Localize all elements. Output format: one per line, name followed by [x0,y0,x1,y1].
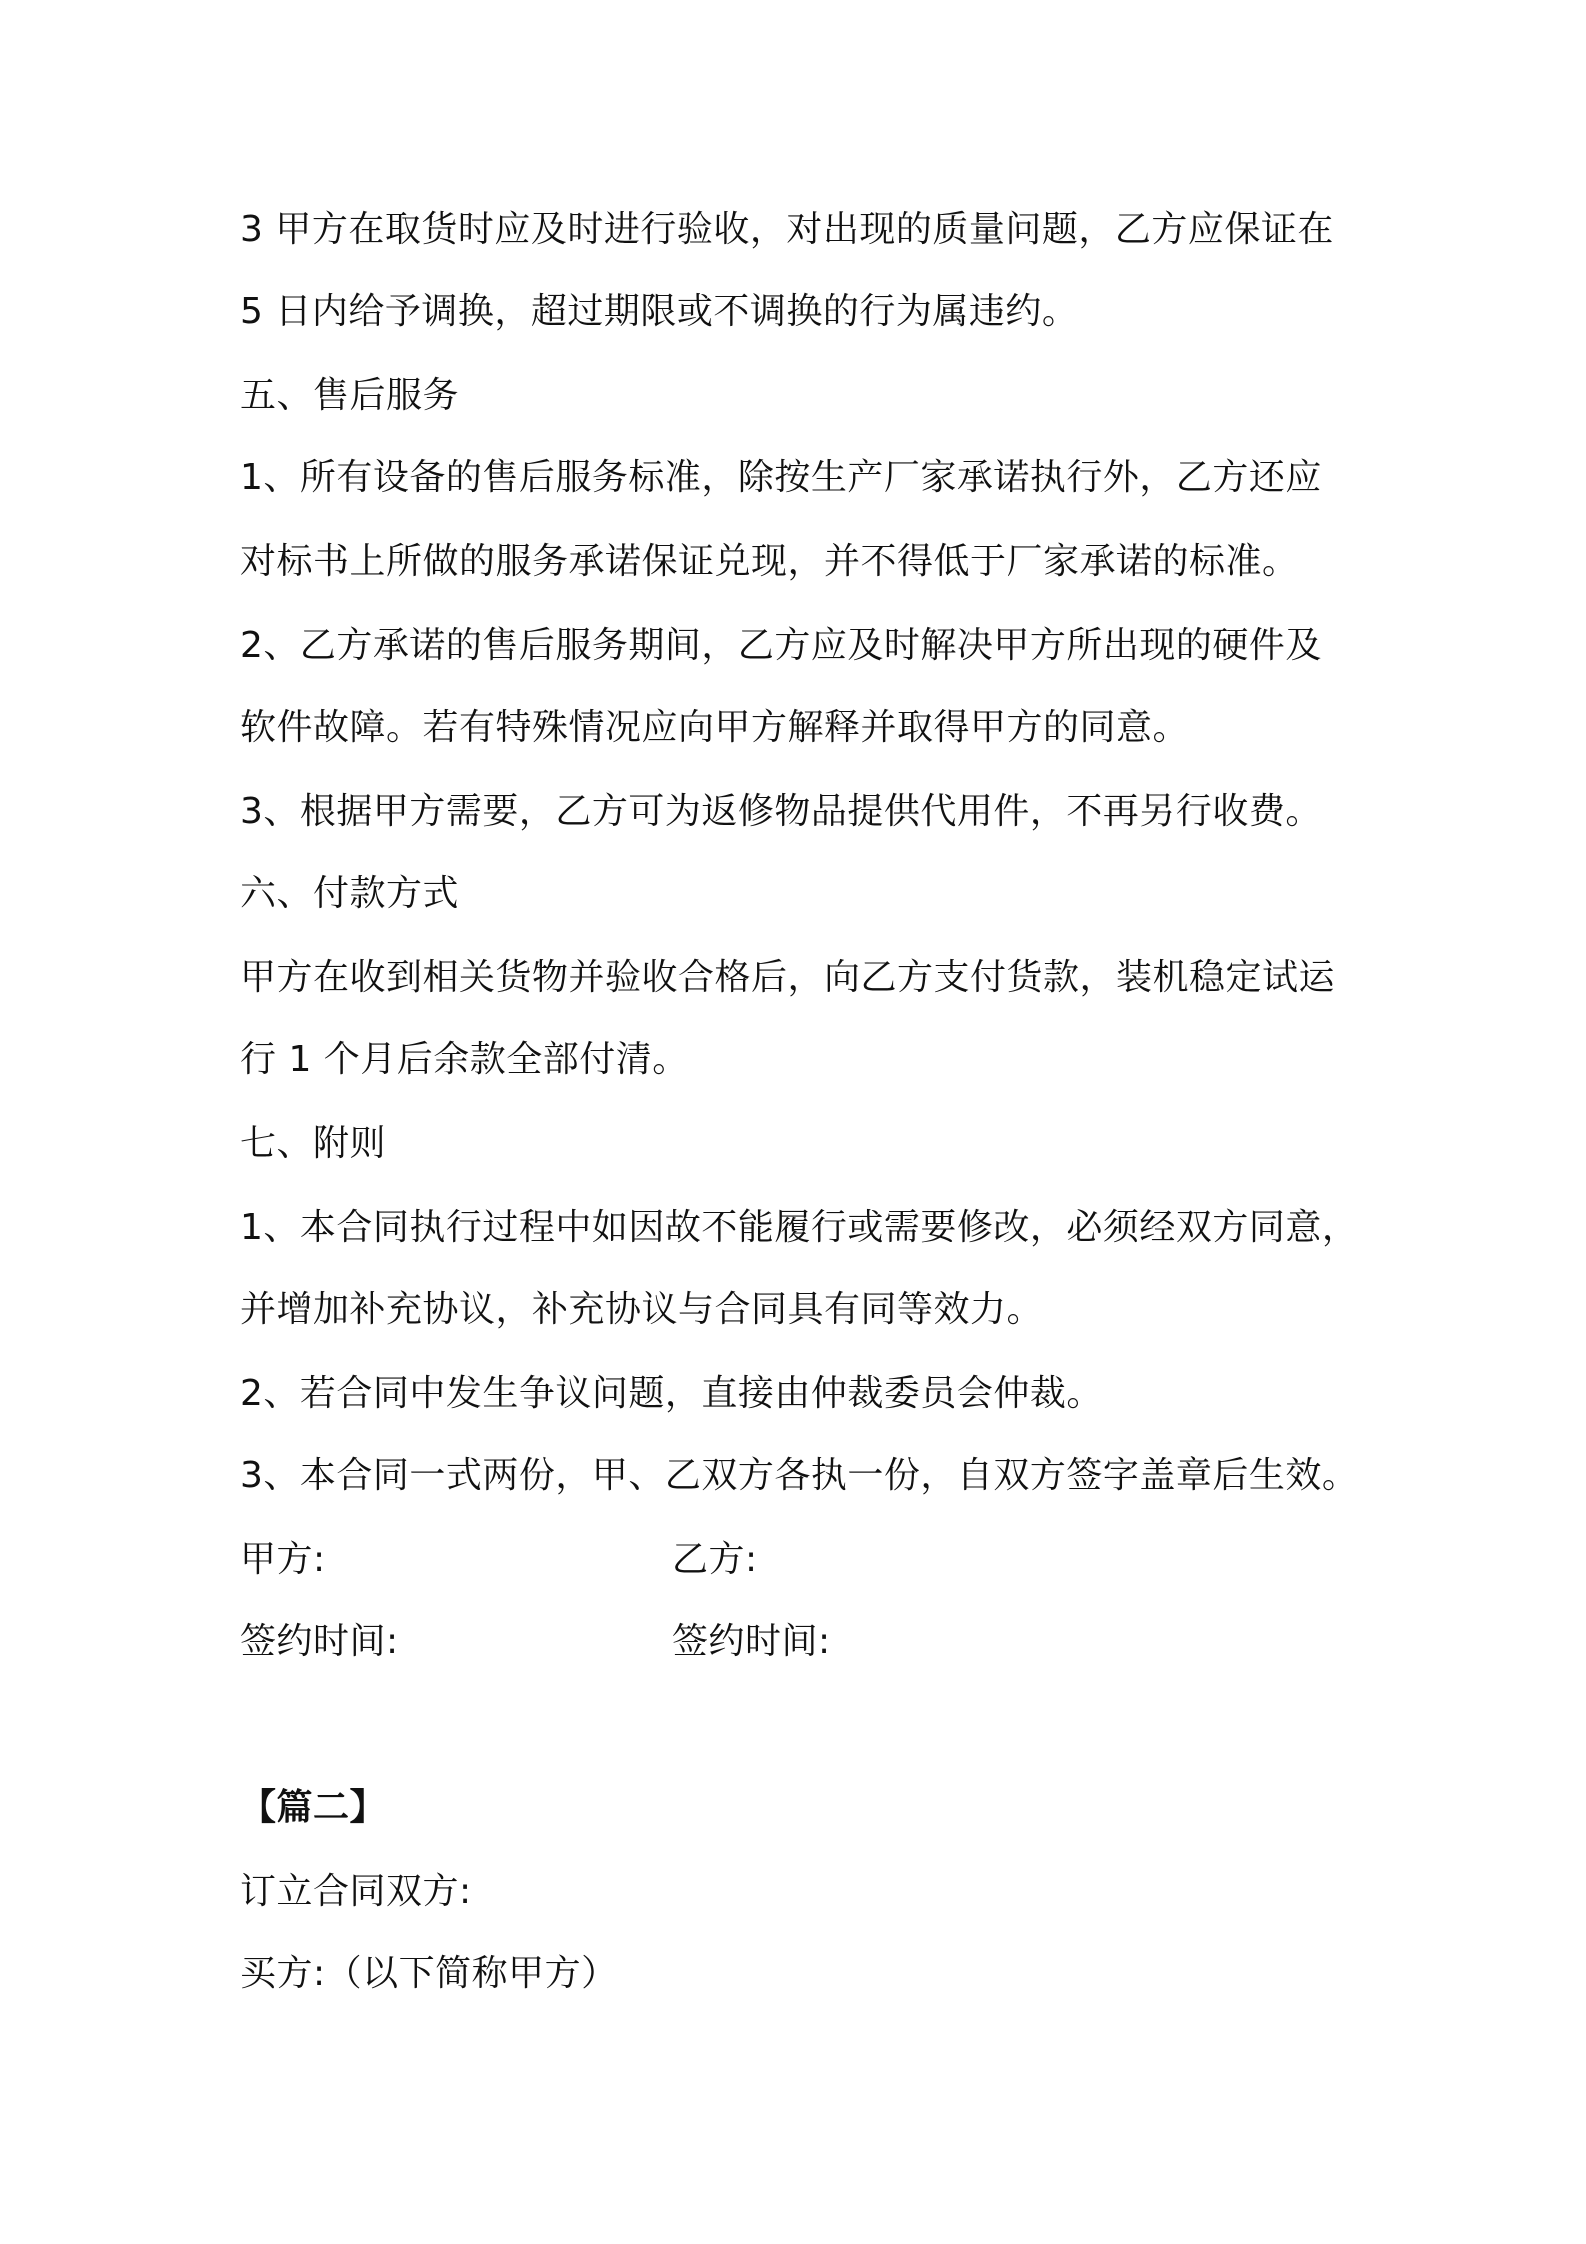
section-heading-payment: 六、付款方式 [240,873,460,914]
clause-5-3: 3、根据甲方需要，乙方可为返修物品提供代用件，不再另行收费。 [240,791,1322,832]
contract-parties-intro: 订立合同双方: [240,1871,472,1912]
sign-time-a-label: 签约时间: [240,1621,399,1662]
section-two-heading: 【篇二】 [240,1787,387,1828]
clause-5-2-line-1: 2、乙方承诺的售后服务期间，乙方应及时解决甲方所出现的硬件及 [240,625,1322,666]
section-heading-after-sales: 五、售后服务 [240,375,460,416]
party-b-label: 乙方: [672,1539,758,1580]
section-heading-appendix: 七、附则 [240,1123,387,1164]
payment-line-1: 甲方在收到相关货物并验收合格后，向乙方支付货款，装机稳定试运 [240,957,1336,998]
sign-time-b-label: 签约时间: [672,1621,831,1662]
payment-line-2: 行 1 个月后余款全部付清。 [240,1039,689,1080]
clause-4-3-line-1: 3 甲方在取货时应及时进行验收，对出现的质量问题，乙方应保证在 [240,209,1334,250]
buyer-line: 买方:（以下简称甲方） [240,1953,618,1994]
clause-7-2: 2、若合同中发生争议问题，直接由仲裁委员会仲裁。 [240,1373,1103,1414]
clause-7-1-line-2: 并增加补充协议，补充协议与合同具有同等效力。 [240,1289,1044,1330]
clause-5-1-line-2: 对标书上所做的服务承诺保证兑现，并不得低于厂家承诺的标准。 [240,541,1299,582]
party-a-label: 甲方: [240,1539,326,1580]
clause-4-3-line-2: 5 日内给予调换，超过期限或不调换的行为属违约。 [240,291,1079,332]
clause-5-2-line-2: 软件故障。若有特殊情况应向甲方解释并取得甲方的同意。 [240,707,1190,748]
clause-7-1-line-1: 1、本合同执行过程中如因故不能履行或需要修改，必须经双方同意， [240,1207,1359,1248]
clause-5-1-line-1: 1、所有设备的售后服务标准，除按生产厂家承诺执行外，乙方还应 [240,457,1322,498]
clause-7-3: 3、本合同一式两份，甲、乙双方各执一份，自双方签字盖章后生效。 [240,1455,1359,1496]
